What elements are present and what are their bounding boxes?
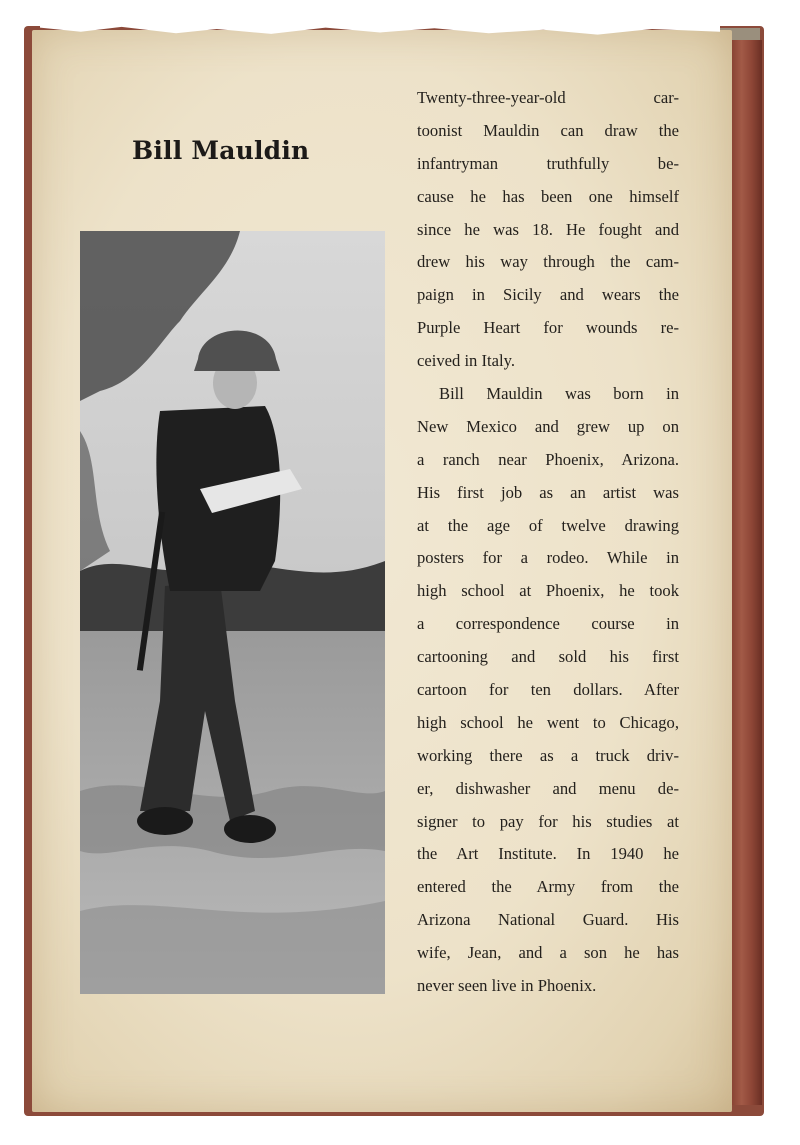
bio-line: wife, Jean, and a son he has [417, 943, 679, 963]
bio-paragraph-2 [417, 378, 679, 1003]
bio-line: working there as a truck driv- [417, 745, 679, 765]
bio-line: paign in Sicily and wears the [417, 285, 679, 305]
bio-line: Arizona National Guard. His [417, 910, 679, 930]
bio-line: never seen live in Phoenix. [417, 976, 597, 996]
bio-line: infantryman truthfully be- [417, 153, 679, 173]
bio-line: New Mexico and grew up on [417, 416, 679, 436]
bio-line: Twenty-three-year-old car- [417, 88, 679, 107]
bio-line: the Art Institute. In 1940 he [417, 844, 679, 864]
bio-line: cause he has been one himself [417, 186, 679, 206]
bio-line: ceived in Italy. [417, 351, 515, 371]
bio-line: cartooning and sold his first [417, 647, 679, 667]
bio-line: high school at Phoenix, he took [417, 581, 679, 601]
author-photo [80, 231, 385, 994]
portrait-photo-icon [80, 231, 385, 994]
bio-line: since he was 18. He fought and [417, 219, 679, 239]
bio-line: cartoon for ten dollars. After [417, 680, 679, 700]
bio-line: a ranch near Phoenix, Arizona. [417, 449, 679, 469]
bio-paragraph-1 [417, 82, 679, 378]
bio-line: toonist Mauldin can draw the [417, 120, 679, 140]
bio-line: Purple Heart for wounds re- [417, 318, 679, 338]
author-biography [417, 82, 679, 1003]
bio-line: His first job as an artist was [417, 482, 679, 502]
author-name-heading: Bill Mauldin [132, 136, 310, 165]
bio-line: a correspondence course in [417, 614, 679, 634]
bio-line: Bill Mauldin was born in [439, 384, 679, 404]
bio-line: er, dishwasher and menu de- [417, 778, 679, 798]
bio-line: drew his way through the cam- [417, 252, 679, 272]
bio-line: entered the Army from the [417, 877, 679, 897]
bio-line: posters for a rodeo. While in [417, 548, 679, 568]
bio-line: at the age of twelve drawing [417, 515, 679, 535]
board-edge [728, 40, 762, 1105]
bio-line: signer to pay for his studies at [417, 811, 679, 831]
bio-line: high school he went to Chicago, [417, 712, 679, 732]
